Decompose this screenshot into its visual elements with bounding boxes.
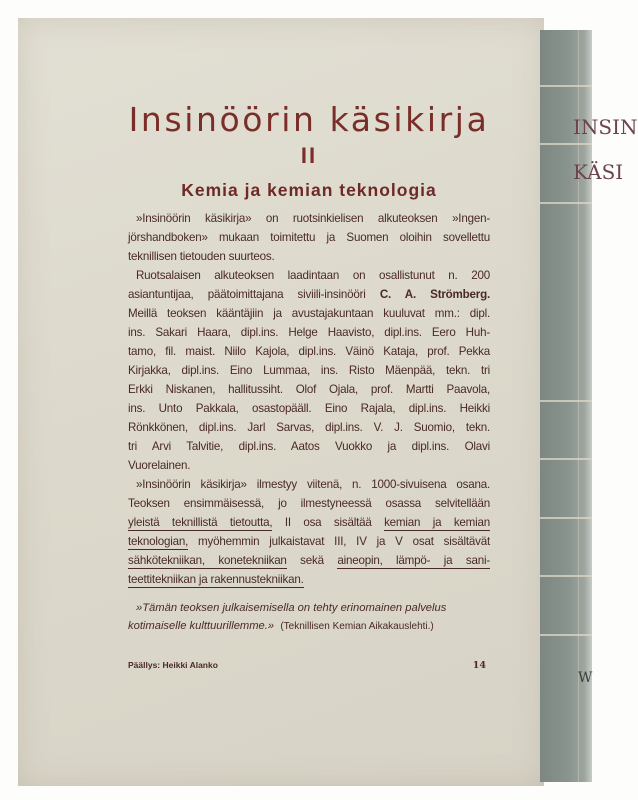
text-segment: tri Arvi Talvitie, dipl.ins. Aatos Vuokko ja dipl.ins. Olavi [128,440,490,453]
text-segment: asiantuntijaa, päätoimittajana siviili-insinööri [128,288,380,301]
cover-footer [128,660,490,671]
text-segment: sekä [286,554,338,567]
volume-number: II [300,143,318,168]
text-segment: jörshandboken» mukaan toimitettu ja Suomen oloihin sovellettu [128,231,490,244]
quote-line: »Tämän teoksen julkaisemisella on tehty erinomainen palvelus [136,602,447,614]
spine-rule [540,634,592,636]
spine-rule [540,400,592,402]
blurb-line [128,247,490,266]
blurb-line [128,456,490,475]
text-segment: Kirjakka, dipl.ins. Eino Lummaa, ins. Risto Mäenpää, tekn. tri [128,364,490,377]
text-segment: Erkki Niskanen, hallitussiht. Olof Ojala, prof. Martti Paavola, [128,383,490,396]
underlined-text: kemian ja kemian [384,516,490,529]
text-segment: tamo, fil. maist. Niilo Kajola, dipl.ins. Väinö Kataja, prof. Pekka [128,345,490,358]
underlined-text: aineopin, lämpö- ja sani- [337,554,490,567]
blurb-line [128,228,490,247]
underlined-text: teknologian, [128,535,189,548]
spine-title-line1: INSIN [573,115,638,139]
spine-title-line2: KÄSI [573,160,624,184]
spine-rule [540,85,592,87]
blurb-line [128,494,490,513]
blurb-line [128,266,490,285]
book-title: Insinöörin käsikirja [128,100,490,139]
text-segment: Rönkkönen, dipl.ins. Jarl Sarvas, dipl.ins. V. J. Suomio, tekn. [128,421,490,434]
text-segment: Vuorelainen. [128,459,191,472]
underlined-text: yleistä teknillistä tietoutta, [128,516,273,529]
underlined-text: sähkötekniikan, konetekniikan [128,554,287,567]
spine-rule [540,517,592,519]
blurb-line [128,342,490,361]
blurb-line [128,209,490,228]
blurb-line [128,513,490,532]
text-segment: ins. Sakari Haara, dipl.ins. Helge Haavisto, dipl.ins. Eero Huh- [128,326,490,339]
review-quote [128,599,490,636]
blurb-line [128,418,490,437]
bold-name: C. A. Strömberg. [379,288,490,301]
spine-rule [540,575,592,577]
blurb-line [128,304,490,323]
text-segment: II osa sisältää [272,516,385,529]
text-segment: myöhemmin julkaistavat III, IV ja V osat sisältävät [188,535,490,548]
catalog-number: 14 [472,660,486,671]
blurb-text [128,209,490,589]
back-cover-text [128,209,490,671]
blurb-line [128,570,490,589]
text-segment: Ruotsalaisen alkuteoksen laadintaan on osallistunut n. 200 [136,269,490,282]
text-segment: teknillisen tietouden suurteos. [128,250,275,263]
blurb-line [128,475,490,494]
text-segment: Teoksen ensimmäisessä, jo ilmestyneessä osassa selvitellään [128,497,490,510]
book-subtitle: Kemia ja kemian teknologia [181,180,437,200]
blurb-line [128,380,490,399]
quote-source: (Teknillisen Kemian Aikakauslehti.) [280,621,434,632]
blurb-line [128,532,490,551]
text-segment: »Insinöörin käsikirja» on ruotsinkielisen alkuteoksen »Ingen- [136,212,490,225]
cover-designer-credit: Päällys: Heikki Alanko [128,660,218,670]
underlined-text: teettitekniikan ja rakennustekniikan. [128,573,304,586]
text-segment: Meillä teoksen kääntäjiin ja avustajakuntaan kuuluvat mm.: dipl. [128,307,490,320]
blurb-line [128,285,490,304]
spine-publisher-mark: W [578,670,593,686]
blurb-line [128,361,490,380]
blurb-line [128,399,490,418]
quote-text: kotimaiselle kulttuurillemme.» [128,620,275,632]
spine-rule [540,202,592,204]
blurb-line [128,551,490,570]
quote-line [128,617,490,636]
text-segment: »Insinöörin käsikirja» ilmestyy viitenä, n. 1000-sivuisena osana. [136,478,490,491]
blurb-line [128,437,490,456]
spine-rule [540,458,592,460]
blurb-line [128,323,490,342]
text-segment: ins. Unto Pakkala, osastopääll. Eino Rajala, dipl.ins. Heikki [128,402,490,415]
